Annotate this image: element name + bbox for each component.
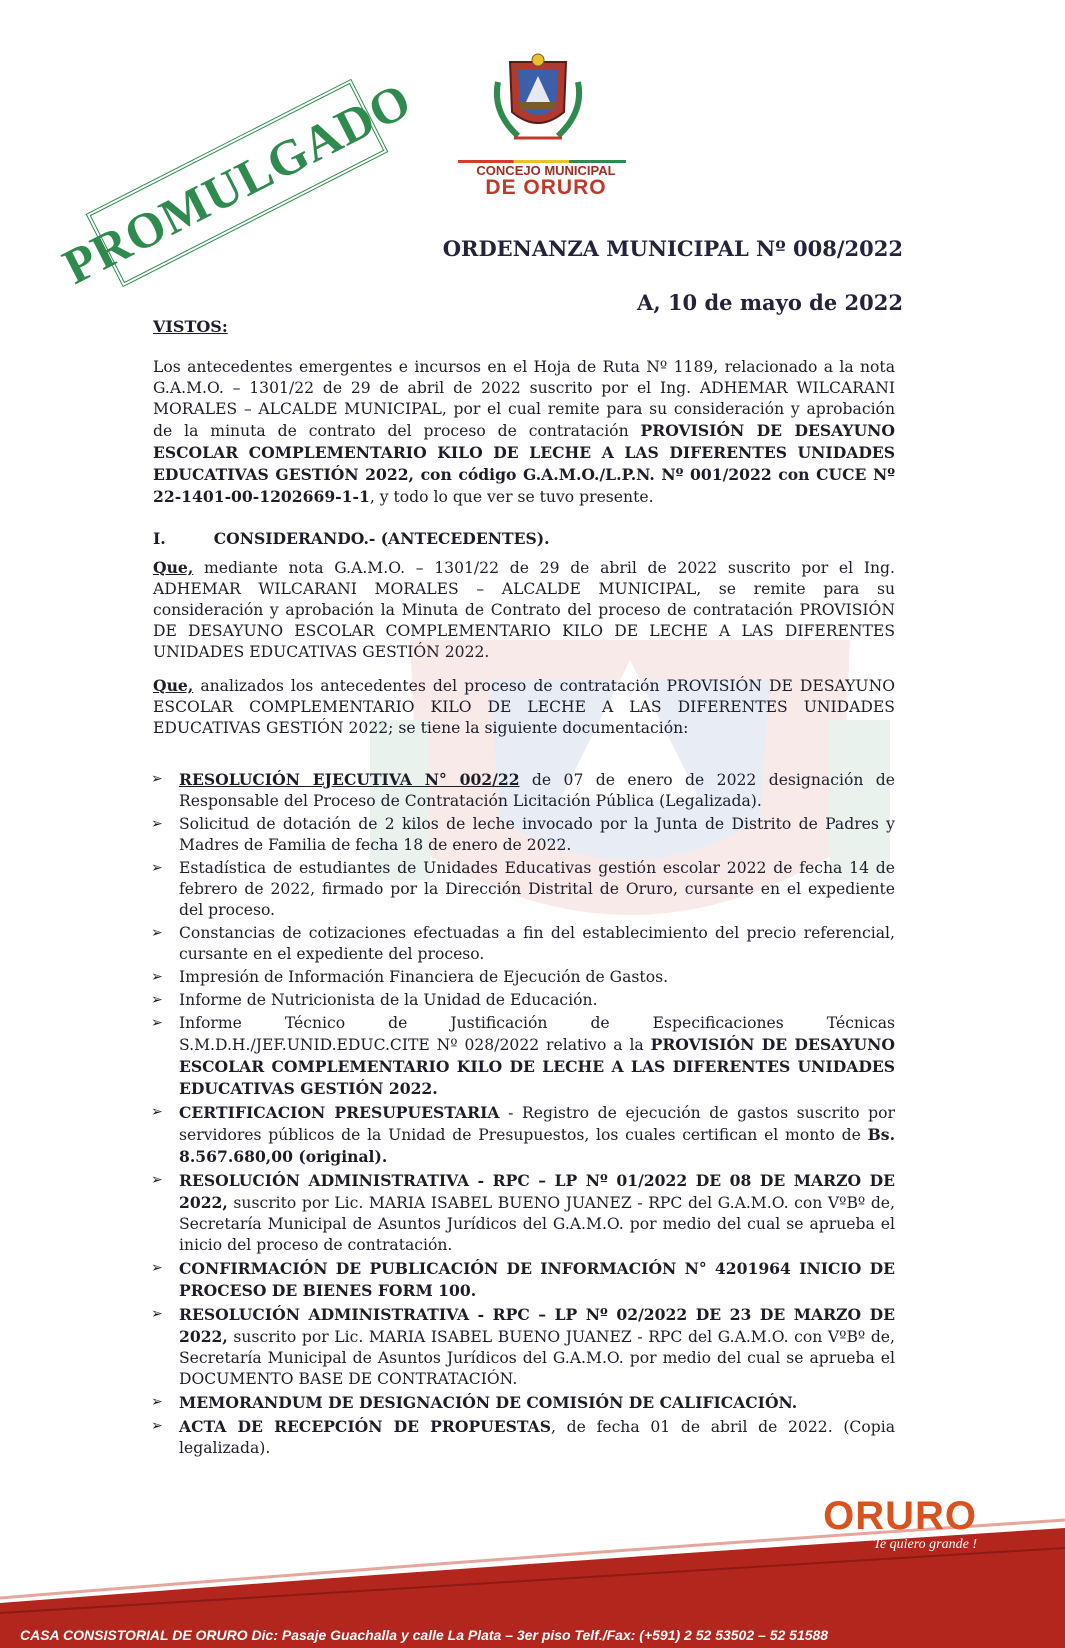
list-item [117,1013,895,1100]
item-text: Solicitud de dotación de 2 kilos de leche invocado por la Junta de Distrito de Padres y Madres de Familia de fecha 18 de enero de 2022. [179,815,895,854]
item-text: Informe Técnico de Justificación de Especificaciones Técnicas S.M.D.H./JEF.UNID.EDUC.CITE Nº 028/2022 relativo a la [179,1014,895,1054]
que-paragraph-1 [153,557,895,663]
item-bold-amount: Bs. 8.567.680,00 (original). [179,1125,895,1166]
vistos-text: Los antecedentes emergentes e incursos en el Hoja de Ruta Nº 1189, relacionado a la nota G.A.M.O. – 1301/22 de 29 de abril de 2022 suscrito por el Ing. ADHEMAR WILCARANI MORALES – ALCALDE MUNICIPAL, por el cual remite para su consideración y aprobación de la minuta de contrato del proceso de contratación [153,358,895,440]
arrow-bullet-icon: ➢ [151,925,163,941]
item-text: de 07 de enero de 2022 designación de Responsable del Proceso de Contratación Licitación Pública (Legalizada). [179,771,895,810]
council-name-line1: CONCEJO MUNICIPAL [476,163,616,178]
item-text: Estadística de estudiantes de Unidades Educativas gestión escolar 2022 de fecha 14 de febrero de 2022, firmado por la Dirección Distrital de Oruro, cursante en el expediente del proceso. [179,859,895,919]
arrow-bullet-icon: ➢ [151,1418,163,1434]
que-text: mediante nota G.A.M.O. – 1301/22 de 29 de abril de 2022 suscrito por el Ing. ADHEMAR WILCARANI MORALES – ALCALDE MUNICIPAL, se remite para su consideración y aprobación la Minuta de Contrato del proceso de contratación PROVISIÓN DE DESAYUNO ESCOLAR COMPLEMENTARIO KILO DE LECHE A LAS DIFERENTES UNIDADES EDUCATIVAS GESTIÓN 2022. [153,559,895,661]
document-body [153,357,895,1461]
arrow-bullet-icon: ➢ [151,992,163,1008]
item-text: Impresión de Información Financiera de Ejecución de Gastos. [179,968,669,986]
item-bold: ACTA DE RECEPCIÓN DE PROPUESTAS [179,1417,552,1436]
documentation-list [153,769,895,1459]
arrow-bullet-icon: ➢ [151,1104,163,1120]
que-text: analizados los antecedentes del proceso de contratación PROVISIÓN DE DESAYUNO ESCOLAR COMPLEMENTARIO KILO DE LECHE A LAS DIFERENTES UNIDADES EDUCATIVAS GESTIÓN 2022; se tiene la siguiente documentación: [153,677,895,737]
que-paragraph-2 [153,675,895,739]
arrow-bullet-icon: ➢ [151,771,163,787]
arrow-bullet-icon: ➢ [151,1260,163,1276]
document-title: ORDENANZA MUNICIPAL Nº 008/2022 [442,236,903,261]
list-item [117,1170,895,1256]
stamp-text: PROMULGADO [54,71,420,295]
item-bold: CERTIFICACION PRESUPUESTARIA [179,1103,500,1122]
promulgado-stamp [54,71,420,295]
item-text: suscrito por Lic. MARIA ISABEL BUENO JUANEZ - RPC del G.A.M.O. con VºBº de, Secretaría Municipal de Asuntos Jurídicos del G.A.M.O. por medio del cual se aprueba el DOCUMENTO BASE DE CONTRATACIÓN. [179,1328,895,1388]
arrow-bullet-icon: ➢ [151,969,163,985]
item-text: Informe de Nutricionista de la Unidad de Educación. [179,991,598,1009]
item-text: suscrito por Lic. MARIA ISABEL BUENO JUANEZ - RPC del G.A.M.O. con VºBº de, Secretaría Municipal de Asuntos Jurídicos del G.A.M.O. por medio del cual se aprueba el inicio del proceso de contratación. [179,1194,895,1254]
footer-logo [823,1494,977,1553]
coat-of-arms-icon [488,52,588,152]
list-item [117,1416,895,1459]
item-bold: RESOLUCIÓN ADMINISTRATIVA - RPC – LP Nº 02/2022 DE 23 DE MARZO DE 2022, [179,1305,895,1346]
list-item [117,1304,895,1390]
item-bold: PROVISIÓN DE DESAYUNO ESCOLAR COMPLEMENTARIO KILO DE LECHE A LAS DIFERENTES UNIDADES EDUCATIVAS GESTIÓN 2022. [179,1035,895,1098]
list-item [117,1392,895,1414]
list-item [117,967,895,988]
arrow-bullet-icon: ➢ [151,860,163,876]
section-number: I. [153,529,166,548]
list-item [117,858,895,921]
arrow-bullet-icon: ➢ [151,1306,163,1322]
section-heading [153,528,895,549]
list-item [117,990,895,1011]
item-text: - Registro de ejecución de gastos suscrito por servidores públicos de la Unidad de Presupuestos, los cuales certifican el monto de [179,1104,895,1144]
arrow-bullet-icon: ➢ [151,1394,163,1410]
item-bold: RESOLUCIÓN ADMINISTRATIVA - RPC – LP Nº 01/2022 DE 08 DE MARZO DE 2022, [179,1171,895,1212]
section-title: CONSIDERANDO.- (ANTECEDENTES). [213,529,550,548]
footer-slogan: Te quiero grande ! [873,1537,977,1552]
arrow-bullet-icon: ➢ [151,1015,163,1031]
que-lead: Que, [153,558,194,577]
list-item [117,1102,895,1168]
vistos-paragraph [153,357,895,508]
item-text: Constancias de cotizaciones efectuadas a fin del establecimiento del precio referencial, cursante en el expediente del proceso. [179,924,895,963]
vistos-bold-text: PROVISIÓN DE DESAYUNO ESCOLAR COMPLEMENTARIO KILO DE LECHE A LAS DIFERENTES UNIDADES EDUCATIVAS GESTIÓN 2022, con código G.A.M.O./L.P.N. Nº 001/2022 con CUCE Nº 22-1401-00-1202669-1-1 [153,421,895,506]
document-date: A, 10 de mayo de 2022 [637,290,903,315]
item-bold: CONFIRMACIÓN DE PUBLICACIÓN DE INFORMACIÓN N° 4201964 INICIO DE PROCESO DE BIENES FORM 100. [179,1259,895,1300]
item-bold: RESOLUCIÓN EJECUTIVA N° 002/22 [179,770,520,789]
council-name-line2: DE ORURO [485,176,607,199]
list-item [117,923,895,965]
list-item [117,814,895,856]
footer-address: CASA CONSISTORIAL DE ORURO Dic: Pasaje Guachalla y calle La Plata – 3er piso Telf./Fax: (+591) 2 52 53502 – 52 51588 [20,1627,829,1643]
list-item [117,769,895,812]
vistos-heading: VISTOS: [153,317,228,336]
vistos-text-end: , y todo lo que ver se tuvo presente. [369,488,654,506]
footer-logo-text: ORURO [823,1494,977,1538]
arrow-bullet-icon: ➢ [151,1172,163,1188]
arrow-bullet-icon: ➢ [151,816,163,832]
que-lead: Que, [153,676,194,695]
item-text: , de fecha 01 de abril de 2022. (Copia legalizada). [179,1418,895,1457]
list-item [117,1258,895,1302]
item-bold: MEMORANDUM DE DESIGNACIÓN DE COMISIÓN DE CALIFICACIÓN. [179,1393,798,1412]
